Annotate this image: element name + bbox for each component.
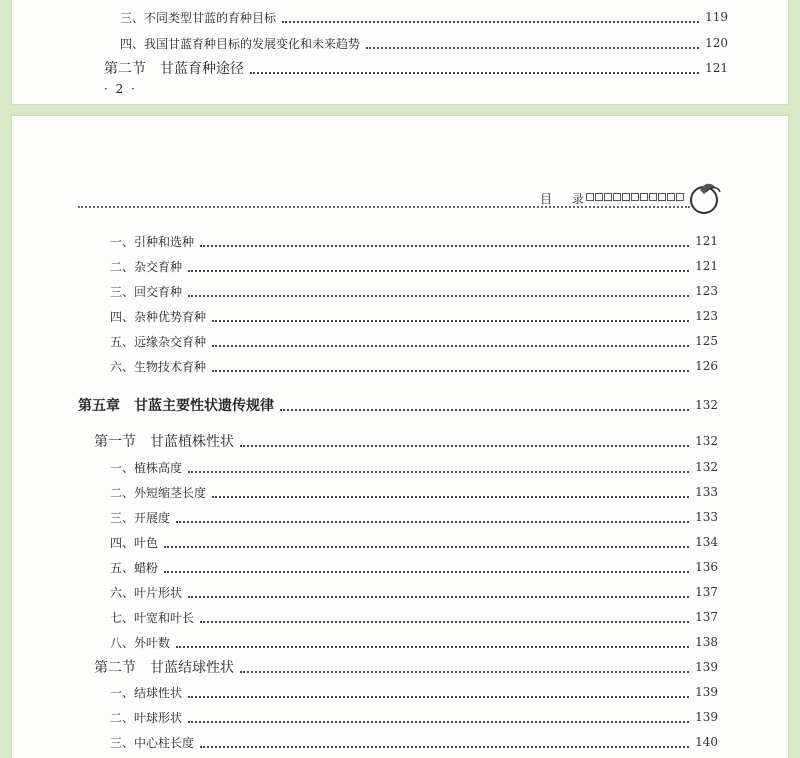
toc-entry (110, 305, 718, 327)
toc-entry (110, 631, 718, 653)
dot-leader (200, 620, 689, 623)
toc-entry-label: 四、叶色 (110, 535, 159, 550)
toc-entry-label: 四、杂种优势育种 (110, 309, 207, 324)
dot-leader (188, 695, 689, 698)
toc-entry-label: 一、引种和选种 (110, 234, 195, 249)
dot-leader (188, 470, 689, 473)
dot-leader (188, 269, 689, 272)
dot-leader (176, 645, 689, 648)
toc-entry (120, 6, 728, 28)
toc-section-entry (104, 57, 728, 79)
toc-entry-label: 一、结球性状 (110, 685, 183, 700)
dot-leader (164, 545, 689, 548)
toc-entry-label: 三、不同类型甘蓝的育种目标 (120, 10, 277, 25)
toc-entry-label: 六、生物技术育种 (110, 359, 207, 374)
dot-leader (176, 520, 689, 523)
dot-leader (164, 570, 689, 573)
dot-leader (212, 319, 689, 322)
dot-leader (282, 20, 699, 23)
toc-entry (110, 330, 718, 352)
dot-leader (240, 444, 689, 447)
toc-entry-page: 137 (695, 610, 718, 624)
toc-entry-page: 132 (695, 460, 718, 474)
toc-entry (110, 606, 718, 628)
toc-entry-label: 二、杂交育种 (110, 259, 183, 274)
toc-entry (110, 355, 718, 377)
toc-entry-page: 121 (705, 61, 728, 75)
toc-entry-page: 121 (695, 259, 718, 273)
toc-entry-page: 140 (695, 735, 718, 749)
toc-entry-label: 七、叶宽和叶长 (110, 610, 195, 625)
toc-entry-label: 二、外短缩茎长度 (110, 485, 207, 500)
toc-entry (110, 506, 718, 528)
toc-entry-label: 第二节 甘蓝育种途径 (104, 61, 244, 77)
toc-section-entry (94, 430, 718, 452)
toc-entry-label: 三、回交育种 (110, 284, 183, 299)
toc-entry-page: 133 (695, 510, 718, 524)
dot-leader (366, 46, 699, 49)
toc-entry-page: 139 (695, 685, 718, 699)
dot-leader (280, 408, 689, 411)
toc-entry-label: 第五章 甘蓝主要性状遗传规律 (78, 398, 274, 414)
dot-leader (212, 344, 689, 347)
toc-entry-page: 126 (695, 359, 718, 373)
toc-entry-label: 四、我国甘蓝育种目标的发展变化和未来趋势 (120, 36, 361, 51)
cabbage-logo-icon (686, 180, 722, 216)
toc-entry-page: 125 (695, 334, 718, 348)
toc-entry-page: 137 (695, 585, 718, 599)
header-ornament (586, 193, 684, 201)
toc-section-entry (94, 656, 718, 678)
toc-entry (110, 481, 718, 503)
toc-entry-label: 五、蜡粉 (110, 560, 159, 575)
toc-entry-page: 123 (695, 284, 718, 298)
toc-entry-page: 132 (695, 434, 718, 448)
toc-entry-page: 138 (695, 635, 718, 649)
toc-entry-label: 八、外叶数 (110, 635, 171, 650)
toc-entry (110, 731, 718, 753)
toc-entry-label: 三、中心柱长度 (110, 735, 195, 750)
toc-entry (110, 255, 718, 277)
toc-entry-page: 119 (705, 10, 728, 24)
toc-entry (110, 230, 718, 252)
toc-entry-page: 136 (695, 560, 718, 574)
toc-entry-page: 134 (695, 535, 718, 549)
toc-entry (110, 556, 718, 578)
toc-entry-label: 三、开展度 (110, 510, 171, 525)
toc-entry (120, 32, 728, 54)
dot-leader (212, 495, 689, 498)
toc-entry-label: 一、植株高度 (110, 460, 183, 475)
toc-entry (110, 581, 718, 603)
header-rule (78, 206, 690, 208)
toc-entry-page: 123 (695, 309, 718, 323)
toc-entry-label: 二、叶球形状 (110, 710, 183, 725)
toc-entry-page: 139 (695, 710, 718, 724)
toc-entry (110, 456, 718, 478)
toc-entry-label: 第二节 甘蓝结球性状 (94, 660, 234, 676)
toc-entry-page: 120 (705, 36, 728, 50)
dot-leader (200, 244, 689, 247)
page-number: · 2 · (104, 82, 137, 96)
dot-leader (200, 745, 689, 748)
dot-leader (188, 595, 689, 598)
dot-leader (188, 294, 689, 297)
toc-entry (110, 531, 718, 553)
toc-entry-page: 121 (695, 234, 718, 248)
toc-entry (110, 280, 718, 302)
toc-entry (110, 706, 718, 728)
toc-entry-page: 139 (695, 660, 718, 674)
toc-entry-label: 五、远缘杂交育种 (110, 334, 207, 349)
dot-leader (250, 71, 699, 74)
dot-leader (240, 670, 689, 673)
dot-leader (188, 720, 689, 723)
toc-entry-page: 133 (695, 485, 718, 499)
toc-entry-label: 六、叶片形状 (110, 585, 183, 600)
running-header-title: 目 录 (540, 192, 592, 206)
toc-entry-label: 第一节 甘蓝植株性状 (94, 434, 234, 450)
toc-chapter-entry (78, 394, 718, 416)
dot-leader (212, 369, 689, 372)
toc-entry-page: 132 (695, 398, 718, 412)
toc-entry (110, 681, 718, 703)
